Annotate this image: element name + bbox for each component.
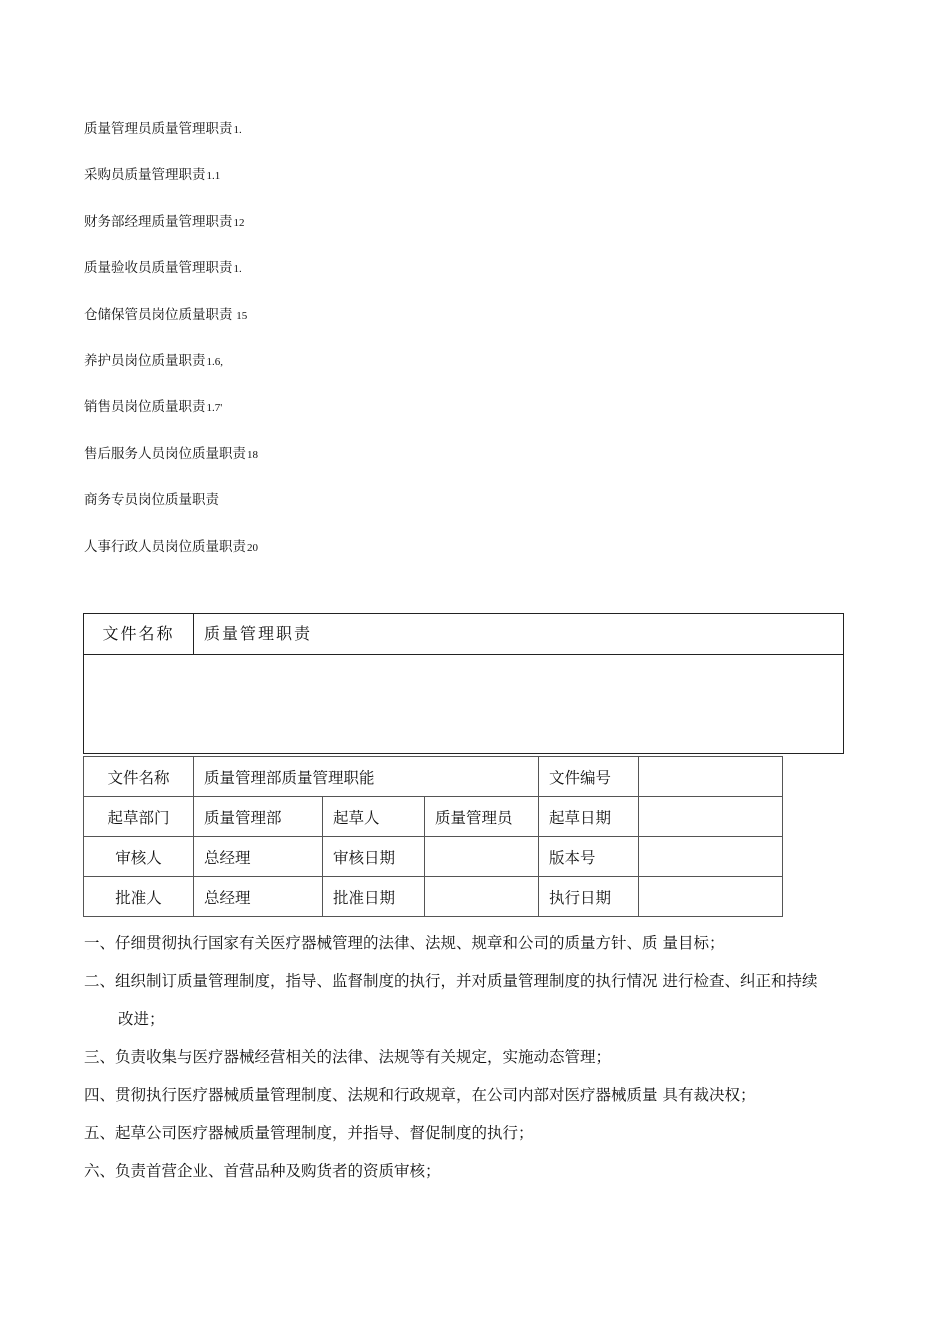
toc-item-text: 仓储保管员岗位质量职责 xyxy=(84,306,233,323)
doc-number-label: 文件编号 xyxy=(539,757,639,797)
reviewer-value: 总经理 xyxy=(194,837,323,877)
draft-date-value xyxy=(639,797,783,837)
version-value xyxy=(639,837,783,877)
toc-item-page: 12 xyxy=(233,216,245,229)
clause-text: 贯彻执行医疗器械质量管理制度、法规和行政规章，在公司内部对医疗器械质量 具有裁决权； xyxy=(115,1086,756,1104)
approve-date-value xyxy=(425,877,539,917)
toc-item-page: 1. xyxy=(233,263,242,276)
toc-item[interactable] xyxy=(84,211,684,257)
table-row xyxy=(84,797,783,837)
toc-item-page: 18 xyxy=(247,448,258,461)
toc-item[interactable] xyxy=(84,257,684,303)
toc-item-page: 1.1 xyxy=(206,170,221,183)
document-info-table xyxy=(83,756,783,917)
toc-item[interactable] xyxy=(84,396,684,442)
toc-item-text: 商务专员岗位质量职责 xyxy=(84,492,219,509)
toc-item[interactable] xyxy=(84,350,684,396)
clause-item xyxy=(84,932,950,954)
draft-dept-value: 质量管理部 xyxy=(194,797,323,837)
review-date-label: 审核日期 xyxy=(323,837,425,877)
clause-item xyxy=(84,1160,950,1182)
toc-item-text: 人事行政人员岗位质量职责 xyxy=(84,538,246,555)
doc-name-label: 文件名称 xyxy=(84,757,194,797)
clause-number: 四、 xyxy=(84,1086,116,1104)
effective-date-value xyxy=(639,877,783,917)
table-row xyxy=(84,837,783,877)
clause-number: 六、 xyxy=(84,1162,116,1180)
clause-text: 组织制订质量管理制度，指导、监督制度的执行，并对质量管理制度的执行情况 进行检查、纠正和持续 xyxy=(115,972,818,990)
clause-number: 一、 xyxy=(84,934,116,952)
clause-text: 仔细贯彻执行国家有关医疗器械管理的法律、法规、规章和公司的质量方针、质 量目标； xyxy=(115,934,725,952)
clause-item xyxy=(84,1046,950,1068)
document-title-box xyxy=(83,613,844,754)
toc-item-page: 20 xyxy=(247,541,258,554)
table-row xyxy=(84,757,783,797)
document-title: 质量管理职责 xyxy=(204,624,313,643)
clause-text: 负责首营企业、首营品种及购货者的资质审核； xyxy=(115,1162,441,1180)
clause-item xyxy=(84,1122,950,1144)
clause-number: 二、 xyxy=(84,972,116,990)
draft-date-label: 起草日期 xyxy=(539,797,639,837)
toc-item-text: 质量验收员质量管理职责 xyxy=(84,260,233,277)
approve-date-label: 批准日期 xyxy=(323,877,425,917)
toc-item[interactable] xyxy=(84,489,684,535)
drafter-label: 起草人 xyxy=(323,797,425,837)
toc-item[interactable] xyxy=(84,443,684,489)
review-date-value xyxy=(425,837,539,877)
toc-item-page: 1.6, xyxy=(206,355,223,368)
doc-number-value xyxy=(639,757,783,797)
approver-label: 批准人 xyxy=(84,877,194,917)
clause-item xyxy=(84,1084,950,1106)
clause-text: 起草公司医疗器械质量管理制度，并指导、督促制度的执行； xyxy=(115,1124,534,1142)
toc-item-text: 采购员质量管理职责 xyxy=(84,167,206,184)
title-label: 文件名称 xyxy=(84,614,194,654)
table-of-contents xyxy=(84,118,684,582)
reviewer-label: 审核人 xyxy=(84,837,194,877)
title-row xyxy=(84,614,843,655)
toc-item-text: 财务部经理质量管理职责 xyxy=(84,213,233,230)
toc-item-page: 1.7' xyxy=(206,402,223,415)
toc-item-text: 养护员岗位质量职责 xyxy=(84,352,206,369)
drafter-value: 质量管理员 xyxy=(425,797,539,837)
approver-value: 总经理 xyxy=(194,877,323,917)
effective-date-label: 执行日期 xyxy=(539,877,639,917)
toc-item-text: 质量管理员质量管理职责 xyxy=(84,121,233,137)
toc-item-text: 销售员岗位质量职责 xyxy=(84,399,206,416)
duty-clauses xyxy=(84,932,950,1198)
clause-continuation: 改进； xyxy=(118,1010,165,1028)
doc-name-value: 质量管理部质量管理职能 xyxy=(194,757,539,797)
clause-text: 负责收集与医疗器械经营相关的法律、法规等有关规定，实施动态管理； xyxy=(115,1048,612,1066)
toc-item-page: 1. xyxy=(233,124,242,136)
toc-item[interactable] xyxy=(84,118,684,164)
version-label: 版本号 xyxy=(539,837,639,877)
toc-item[interactable] xyxy=(84,304,684,350)
table-row xyxy=(84,877,783,917)
toc-item[interactable] xyxy=(84,164,684,210)
toc-item-page: 15 xyxy=(233,309,248,322)
draft-dept-label: 起草部门 xyxy=(84,797,194,837)
clause-number: 五、 xyxy=(84,1124,116,1142)
toc-item[interactable] xyxy=(84,536,684,582)
toc-item-text: 售后服务人员岗位质量职责 xyxy=(84,445,246,462)
clause-item xyxy=(84,970,950,1030)
clause-number: 三、 xyxy=(84,1048,116,1066)
